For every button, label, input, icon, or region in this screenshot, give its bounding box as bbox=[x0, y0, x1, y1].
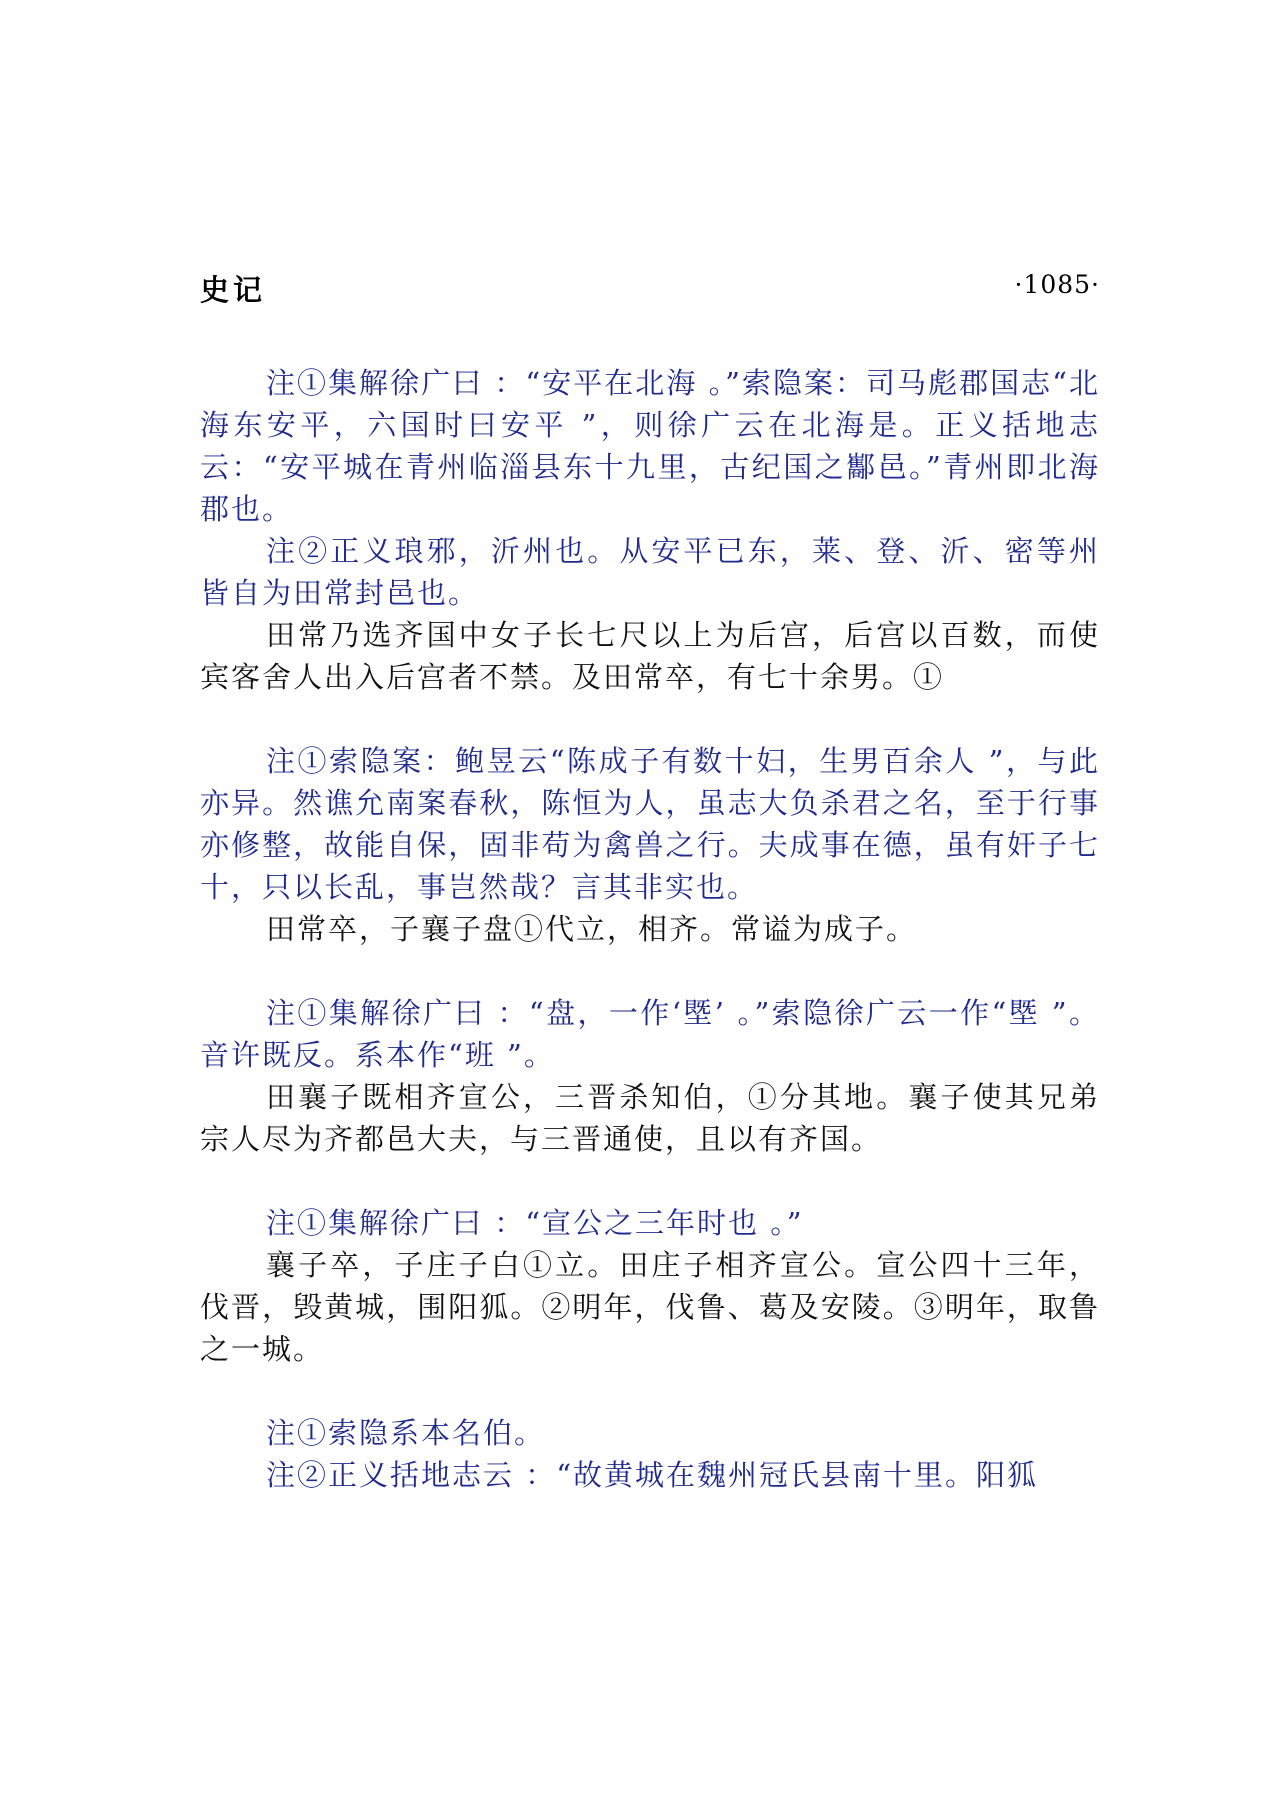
main-text-paragraph: 襄子卒，子庄子白①立。田庄子相齐宣公。宣公四十三年，伐晋，毁黄城，围阳狐。②明年，伐鲁、葛及安陵。③明年，取鲁之一城。 bbox=[200, 1248, 1100, 1366]
paragraph-gap bbox=[200, 1160, 1100, 1202]
main-text-paragraph: 田常乃选齐国中女子长七尺以上为后宫，后宫以百数，而使宾客舍人出入后宫者不禁。及田常卒，有七十余男。① bbox=[200, 618, 1100, 694]
annotation-paragraph: 注①集解徐广曰 ：“盘，一作‘塈’ 。”索隐徐广云一作“塈 ”。音许既反。系本作“班 ”。 bbox=[200, 996, 1100, 1072]
document-page bbox=[200, 268, 1100, 1496]
annotation-paragraph: 注①索隐案：鲍昱云“陈成子有数十妇，生男百余人 ”，与此亦异。然谯允南案春秋，陈恒为人，虽志大负杀君之名，至于行事亦修整，故能自保，固非苟为禽兽之行。夫成事在德，虽有奸子七十，只以长乱，事岂然哉？言其非实也。 bbox=[200, 744, 1100, 904]
annotation-paragraph: 注①集解徐广曰 ：“宣公之三年时也 。” bbox=[266, 1206, 804, 1240]
page-number: ·1085· bbox=[1014, 270, 1100, 299]
page-content bbox=[200, 362, 1100, 1496]
main-text-paragraph: 田襄子既相齐宣公，三晋杀知伯，①分其地。襄子使其兄弟宗人尽为齐都邑大夫，与三晋通使，且以有齐国。 bbox=[200, 1080, 1100, 1156]
annotation-paragraph: 注①索隐系本名伯。 bbox=[266, 1416, 546, 1450]
page-header bbox=[200, 268, 1100, 318]
annotation-paragraph: 注②正义括地志云 ：“故黄城在魏州冠氏县南十里。阳狐 bbox=[266, 1458, 1039, 1492]
annotation-paragraph: 注②正义琅邪，沂州也。从安平已东，莱、登、沂、密等州皆自为田常封邑也。 bbox=[200, 534, 1100, 610]
paragraph-gap bbox=[200, 1370, 1100, 1412]
annotation-paragraph: 注①集解徐广曰 ：“安平在北海 。”索隐案：司马彪郡国志“北海东安平，六国时曰安平 ”，则徐广云在北海是。正义括地志云：“安平城在青州临淄县东十九里，古纪国之酅邑。”青州即北海郡也。 bbox=[200, 366, 1100, 526]
paragraph-gap bbox=[200, 698, 1100, 740]
book-title: 史记 bbox=[200, 273, 267, 307]
main-text-paragraph: 田常卒，子襄子盘①代立，相齐。常谥为成子。 bbox=[266, 912, 918, 946]
paragraph-gap bbox=[200, 950, 1100, 992]
